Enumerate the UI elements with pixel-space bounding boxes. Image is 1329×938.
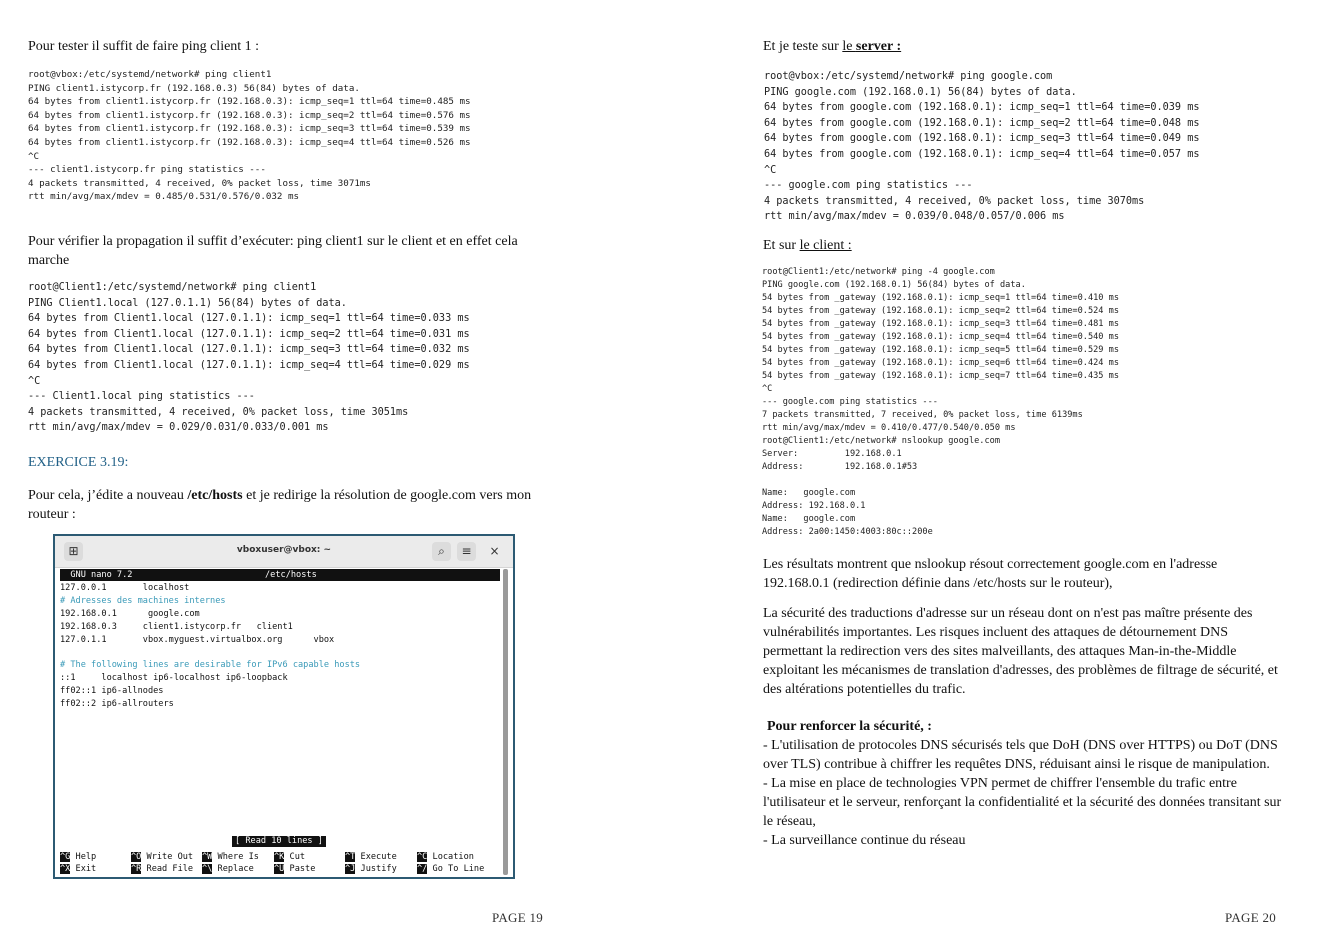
page-number: PAGE 20 [1225,910,1277,925]
terminal-line: root@Client1:/etc/systemd/network# ping client1 [28,282,317,293]
terminal-window-screenshot [53,534,515,879]
shortcut-label: Where Is [212,852,259,862]
terminal-title: vboxuser@vbox: ~ [236,545,332,555]
nano-shortcut[interactable] [202,851,259,863]
nano-filename: /etc/hosts [265,570,317,580]
nano-shortcut[interactable] [345,863,397,875]
hosts-file-line: # The following lines are desirable for IPv6 capable hosts [60,660,361,671]
nano-shortcut[interactable] [131,851,193,863]
shortcut-label: Execute [355,852,397,862]
shortcut-label: Go To Line [427,864,485,874]
bullet-dns-secure: - L'utilisation de protocoles DNS sécurisés tels que DoH (DNS over HTTPS) ou DoT (DNS over TLS) contribue à chiffrer les requêtes DNS, réduisant ainsi le risque de manipulation. [763,738,1278,772]
terminal-line: 64 bytes from google.com (192.168.0.1): icmp_seq=1 ttl=64 time=0.039 ms [764,102,1200,114]
terminal-line: 4 packets transmitted, 4 received, 0% packet loss, time 3051ms [28,406,409,418]
hosts-file-line: 192.168.0.1 google.com [60,608,200,619]
bullet-vpn: - La mise en place de technologies VPN permet de chiffrer l'ensemble du trafic entre l'utilisateur et le serveur, renforçant la confidentialité et la sécurité des données transitant sur le réseau, [763,776,1282,829]
scrollbar[interactable] [503,569,508,875]
nano-version: GNU nano 7.2 [60,570,133,580]
terminal-line [762,474,1119,487]
terminal-line: 4 packets transmitted, 4 received, 0% packet loss, time 3071ms [28,177,371,189]
terminal-line: ^C [28,150,40,162]
terminal-line: 64 bytes from Client1.local (127.0.1.1): icmp_seq=3 ttl=64 time=0.032 ms [28,344,470,356]
hosts-file-line: ff02::2 ip6-allrouters [60,699,174,710]
terminal-line: 4 packets transmitted, 4 received, 0% packet loss, time 3070ms [764,195,1145,207]
shortcut-key: ^\ [202,864,213,874]
hosts-file-line: 127.0.0.1 localhost [60,583,190,593]
security-bullets [763,736,1283,850]
terminal-line: 64 bytes from google.com (192.168.0.1): icmp_seq=4 ttl=64 time=0.057 ms [764,148,1200,160]
intro-propagation: Pour vérifier la propagation il suffit d’exécuter: ping client1 sur le client et en effet cela marche [28,234,518,268]
terminal-line: rtt min/avg/max/mdev = 0.029/0.031/0.033/0.001 ms [28,422,329,434]
shortcut-label: Cut [284,852,306,862]
terminal-line: 64 bytes from Client1.local (127.0.1.1): icmp_seq=1 ttl=64 time=0.033 ms [28,313,470,325]
shortcut-label: Help [70,852,97,862]
terminal-output-client-nslookup [762,266,1119,539]
intro-client-text: Et sur [763,238,800,253]
shortcut-label: Replace [212,864,254,874]
terminal-line: Name: google.com [762,514,856,524]
shortcut-key: ^C [417,852,428,862]
terminal-line: ^C [764,164,777,176]
terminal-line: 54 bytes from _gateway (192.168.0.1): icmp_seq=5 ttl=64 time=0.529 ms [762,345,1119,355]
nano-shortcut[interactable] [345,851,397,863]
nano-shortcut[interactable] [417,851,474,863]
security-paragraph: La sécurité des traductions d'adresse sur un réseau dont on n'est pas maître présente des vulnérabilités importantes. Les risques incluent des attaques de détournement DNS permettant la redirection vers des sites malveillants, des attaques Man-in-the-Middle exploitant les mécanismes de translation d'adresses, des problèmes de filtrage de sécurité, et des altérations potentielles du trafic. [763,606,1278,697]
terminal-line: Server: 192.168.0.1 [762,449,902,459]
nano-editor-body[interactable] [60,582,500,711]
terminal-line: root@vbox:/etc/systemd/network# ping google.com [764,71,1053,82]
shortcut-key: ^W [202,852,213,862]
shortcut-key: ^R [131,864,142,874]
terminal-line: 54 bytes from _gateway (192.168.0.1): icmp_seq=2 ttl=64 time=0.524 ms [762,306,1119,316]
terminal-line: 54 bytes from _gateway (192.168.0.1): icmp_seq=7 ttl=64 time=0.435 ms [762,371,1119,381]
terminal-line: 64 bytes from Client1.local (127.0.1.1): icmp_seq=4 ttl=64 time=0.029 ms [28,359,470,371]
terminal-line: ^C [762,384,773,394]
shortcut-key: ^T [345,852,356,862]
hosts-file-line: ff02::1 ip6-allnodes [60,686,164,697]
terminal-line: root@Client1:/etc/network# ping -4 google.com [762,267,995,277]
intro-client-underlined: le client : [799,238,852,253]
intro-hosts-text-c: et je redirige la résolution de google.com vers mon routeur : [28,488,532,522]
exercise-heading: EXERCICE 3.19: [28,455,129,470]
nano-shortcut[interactable] [202,863,254,875]
terminal-line: Address: 2a00:1450:4003:80c::200e [762,527,933,537]
shortcut-key: ^J [345,864,356,874]
terminal-line: Address: 192.168.0.1#53 [762,462,918,472]
results-paragraph: Les résultats montrent que nslookup résout correctement google.com en l'adresse 192.168.0.1 (redirection définie dans /etc/hosts sur le routeur), [763,557,1218,591]
search-icon[interactable]: ⌕ [432,542,451,561]
page-20 [664,0,1329,938]
shortcut-key: ^K [274,852,285,862]
hosts-file-line: # Adresses des machines internes [60,595,226,606]
terminal-line: rtt min/avg/max/mdev = 0.485/0.531/0.576/0.032 ms [28,191,300,203]
bullet-monitoring: - La surveillance continue du réseau [763,833,966,848]
terminal-line: --- google.com ping statistics --- [764,180,973,192]
terminal-line: Name: google.com [762,488,856,498]
terminal-line: Address: 192.168.0.1 [762,501,866,511]
hosts-file-line: 127.0.1.1 vbox.myguest.virtualbox.org vbox [60,634,335,645]
terminal-line: 54 bytes from _gateway (192.168.0.1): icmp_seq=4 ttl=64 time=0.540 ms [762,332,1119,342]
terminal-output-server-ping [764,69,1199,225]
terminal-line: PING Client1.local (127.0.1.1) 56(84) bytes of data. [28,297,347,309]
terminal-window [55,536,513,877]
shortcut-label: Exit [70,864,97,874]
intro-hosts-edit [28,486,538,524]
terminal-line: --- client1.istycorp.fr ping statistics --- [28,164,266,176]
terminal-line: 54 bytes from _gateway (192.168.0.1): icmp_seq=3 ttl=64 time=0.481 ms [762,319,1119,329]
intro-test-text: Et je teste sur [763,39,843,54]
terminal-line: PING google.com (192.168.0.1) 56(84) bytes of data. [762,280,1026,290]
shortcut-key: ^G [60,852,71,862]
page-number: PAGE 19 [492,910,544,925]
shortcut-key: ^U [274,864,285,874]
nano-shortcut[interactable] [274,863,315,875]
hosts-file-line [60,646,500,659]
intro-client-test [763,236,852,255]
nano-shortcut[interactable] [417,863,484,875]
nano-shortcut[interactable] [131,863,193,875]
terminal-line: 54 bytes from _gateway (192.168.0.1): icmp_seq=1 ttl=64 time=0.410 ms [762,293,1119,303]
hosts-file-line: ::1 localhost ip6-localhost ip6-loopback [60,673,288,684]
shortcut-key: ^/ [417,864,428,874]
terminal-line: --- google.com ping statistics --- [762,397,938,407]
hosts-path: /etc/hosts [187,488,243,503]
terminal-titlebar [55,536,513,568]
terminal-line: rtt min/avg/max/mdev = 0.039/0.048/0.057/0.006 ms [764,211,1065,223]
shortcut-label: Paste [284,864,316,874]
page-19 [0,0,664,938]
terminal-line: 64 bytes from Client1.local (127.0.1.1): icmp_seq=2 ttl=64 time=0.031 ms [28,328,470,340]
terminal-line: PING client1.istycorp.fr (192.168.0.3) 56(84) bytes of data. [28,82,360,94]
terminal-line: 7 packets transmitted, 7 received, 0% packet loss, time 6139ms [762,410,1083,420]
intro-test-server [763,37,901,56]
terminal-output-ping-client1 [28,68,471,204]
nano-shortcut[interactable] [60,851,96,863]
terminal-line: 64 bytes from google.com (192.168.0.1): icmp_seq=3 ttl=64 time=0.049 ms [764,133,1200,145]
shortcut-label: Justify [355,864,397,874]
shortcut-label: Write Out [141,852,194,862]
close-icon[interactable]: × [489,544,500,558]
nano-header-bar [60,569,500,581]
terminal-line: 64 bytes from client1.istycorp.fr (192.168.0.3): icmp_seq=4 ttl=64 time=0.526 ms [28,136,471,148]
nano-shortcut[interactable] [60,863,96,875]
terminal-line: 54 bytes from _gateway (192.168.0.1): icmp_seq=6 ttl=64 time=0.424 ms [762,358,1119,368]
intro-test-le: le [842,39,856,54]
hosts-file-line: 192.168.0.3 client1.istycorp.fr client1 [60,621,293,632]
terminal-line: 64 bytes from client1.istycorp.fr (192.168.0.3): icmp_seq=2 ttl=64 time=0.576 ms [28,109,471,121]
new-tab-icon[interactable]: ⊞ [64,542,83,561]
terminal-line: --- Client1.local ping statistics --- [28,391,255,403]
hamburger-menu-icon[interactable]: ≡ [457,542,476,561]
security-heading: Pour renforcer la sécurité, : [767,719,932,734]
terminal-line: rtt min/avg/max/mdev = 0.410/0.477/0.540/0.050 ms [762,423,1016,433]
terminal-line: 64 bytes from client1.istycorp.fr (192.168.0.3): icmp_seq=3 ttl=64 time=0.539 ms [28,123,471,135]
nano-status-message: [ Read 10 lines ] [232,836,326,847]
terminal-line: root@vbox:/etc/systemd/network# ping client1 [28,69,272,80]
terminal-line: PING google.com (192.168.0.1) 56(84) bytes of data. [764,86,1077,98]
terminal-line: ^C [28,375,41,387]
terminal-line: 64 bytes from google.com (192.168.0.1): icmp_seq=2 ttl=64 time=0.048 ms [764,117,1200,129]
terminal-line: 64 bytes from client1.istycorp.fr (192.168.0.3): icmp_seq=1 ttl=64 time=0.485 ms [28,96,471,108]
shortcut-label: Location [427,852,474,862]
intro-hosts-text-a: Pour cela, j’édite a nouveau [28,488,188,503]
terminal-output-client-ping [28,280,470,436]
intro-test-server-word: server : [855,39,902,54]
intro-ping-client1: Pour tester il suffit de faire ping client 1 : [28,39,260,54]
terminal-line: root@Client1:/etc/network# nslookup google.com [762,436,1000,446]
shortcut-label: Read File [141,864,194,874]
nano-shortcut[interactable] [274,851,305,863]
shortcut-key: ^O [131,852,142,862]
shortcut-key: ^X [60,864,71,874]
